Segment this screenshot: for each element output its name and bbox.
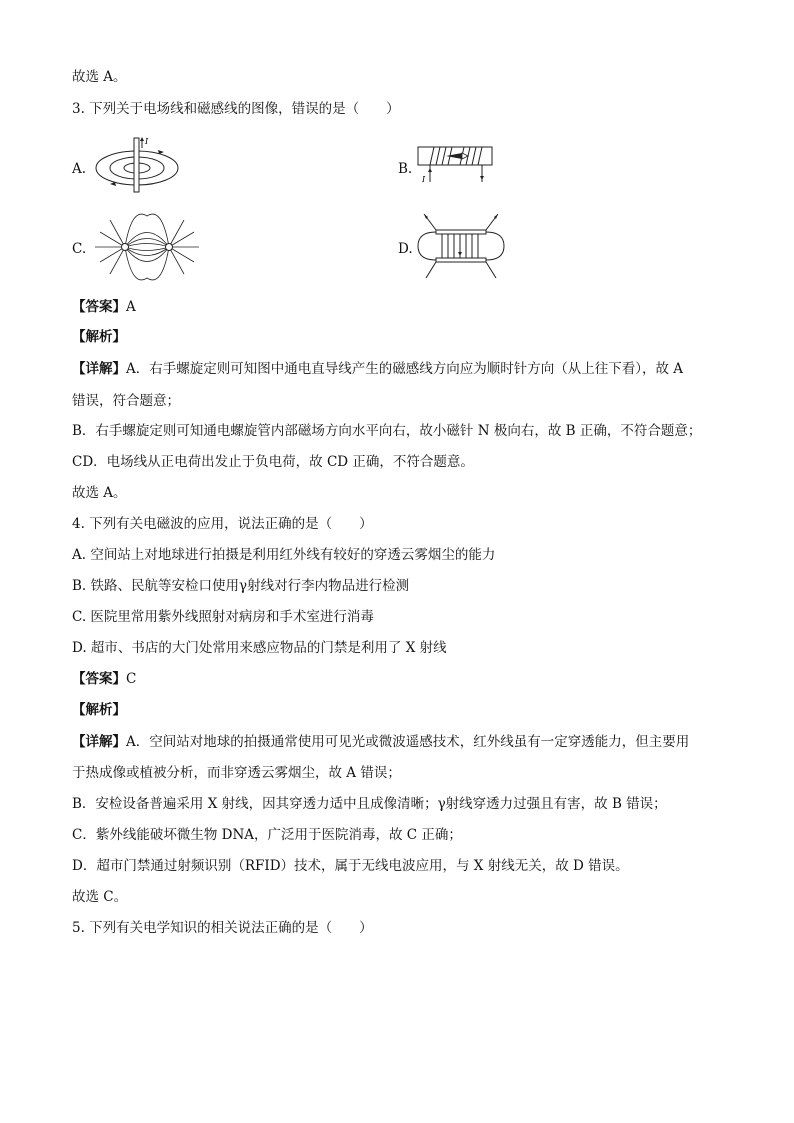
q3-option-b-figure bbox=[416, 142, 498, 186]
line-conclusion-prev: 故选 A。 bbox=[72, 69, 127, 85]
detail-4-line-3: B．安检设备普遍采用 X 射线，因其穿透力适中且成像清晰；γ射线穿透力过强且有害，故 B 错误； bbox=[72, 796, 667, 812]
q3-option-b-label: B. bbox=[398, 161, 413, 177]
question-3-stem: 3. 下列关于电场线和磁感线的图像，错误的是（ ） bbox=[72, 101, 400, 117]
answer-tag: 【答案】 bbox=[72, 671, 126, 687]
detail-text: A．空间站对地球的拍摄通常使用可见光或微波遥感技术，红外线虽有一定穿透能力，但主要用 bbox=[126, 734, 690, 750]
svg-text:I: I bbox=[422, 175, 426, 184]
solenoid-compass-diagram bbox=[416, 142, 498, 186]
q3-option-a-label: A. bbox=[72, 161, 87, 177]
answer-4 bbox=[72, 670, 136, 688]
question-4-option-c: C. 医院里常用紫外线照射对病房和手术室进行消毒 bbox=[72, 609, 374, 625]
answer-tag: 【答案】 bbox=[72, 299, 126, 315]
q3-option-d-figure bbox=[416, 208, 506, 284]
detail-4-line-4: C．紫外线能破坏微生物 DNA，广泛用于医院消毒，故 C 正确； bbox=[72, 827, 462, 843]
analysis-3-heading: 【解析】 bbox=[72, 329, 126, 345]
answer-3 bbox=[72, 298, 136, 316]
conclusion-3: 故选 A。 bbox=[72, 485, 127, 501]
q3-option-a-figure bbox=[92, 134, 182, 196]
detail-tag: 【详解】 bbox=[72, 361, 126, 377]
detail-text: A．右手螺旋定则可知图中通电直导线产生的磁感线方向应为顺时针方向（从上往下看），故 A bbox=[126, 361, 684, 377]
svg-text:I: I bbox=[145, 137, 149, 146]
detail-3-line-4: CD．电场线从正电荷出发止于负电荷，故 CD 正确，不符合题意。 bbox=[72, 454, 474, 470]
q3-option-d-label: D. bbox=[398, 241, 413, 257]
parallel-plates-field-diagram bbox=[416, 208, 506, 284]
wire-magnetic-field-diagram bbox=[92, 134, 182, 196]
dipole-electric-field-diagram bbox=[92, 212, 202, 282]
answer-value: C bbox=[126, 671, 137, 687]
question-4-option-a: A. 空间站上对地球进行拍摄是利用红外线有较好的穿透云雾烟尘的能力 bbox=[72, 547, 496, 563]
detail-3-line-2: 错误，符合题意； bbox=[72, 393, 180, 409]
question-4-option-d: D. 超市、书店的大门处常用来感应物品的门禁是利用了 X 射线 bbox=[72, 640, 447, 656]
question-5-stem: 5. 下列有关电学知识的相关说法正确的是（ ） bbox=[72, 920, 373, 936]
detail-4-line-2: 于热成像或植被分析，而非穿透云雾烟尘，故 A 错误； bbox=[72, 765, 401, 781]
answer-value: A bbox=[126, 299, 136, 315]
detail-4-line-5: D．超市门禁通过射频识别（RFID）技术，属于无线电波应用，与 X 射线无关，故 D 错误。 bbox=[72, 858, 629, 874]
q3-option-c-figure bbox=[92, 212, 202, 282]
conclusion-4: 故选 C。 bbox=[72, 889, 128, 905]
question-4-stem: 4. 下列有关电磁波的应用，说法正确的是（ ） bbox=[72, 516, 373, 532]
detail-4-line-1 bbox=[72, 733, 689, 751]
question-4-option-b: B. 铁路、民航等安检口使用γ射线对行李内物品进行检测 bbox=[72, 578, 410, 594]
detail-tag: 【详解】 bbox=[72, 734, 126, 750]
q3-option-c-label: C. bbox=[72, 241, 87, 257]
detail-3-line-1 bbox=[72, 360, 683, 378]
detail-3-line-3: B．右手螺旋定则可知通电螺旋管内部磁场方向水平向右，故小磁针 N 极向右，故 B 正确，不符合题意； bbox=[72, 423, 702, 439]
analysis-4-heading: 【解析】 bbox=[72, 702, 126, 718]
